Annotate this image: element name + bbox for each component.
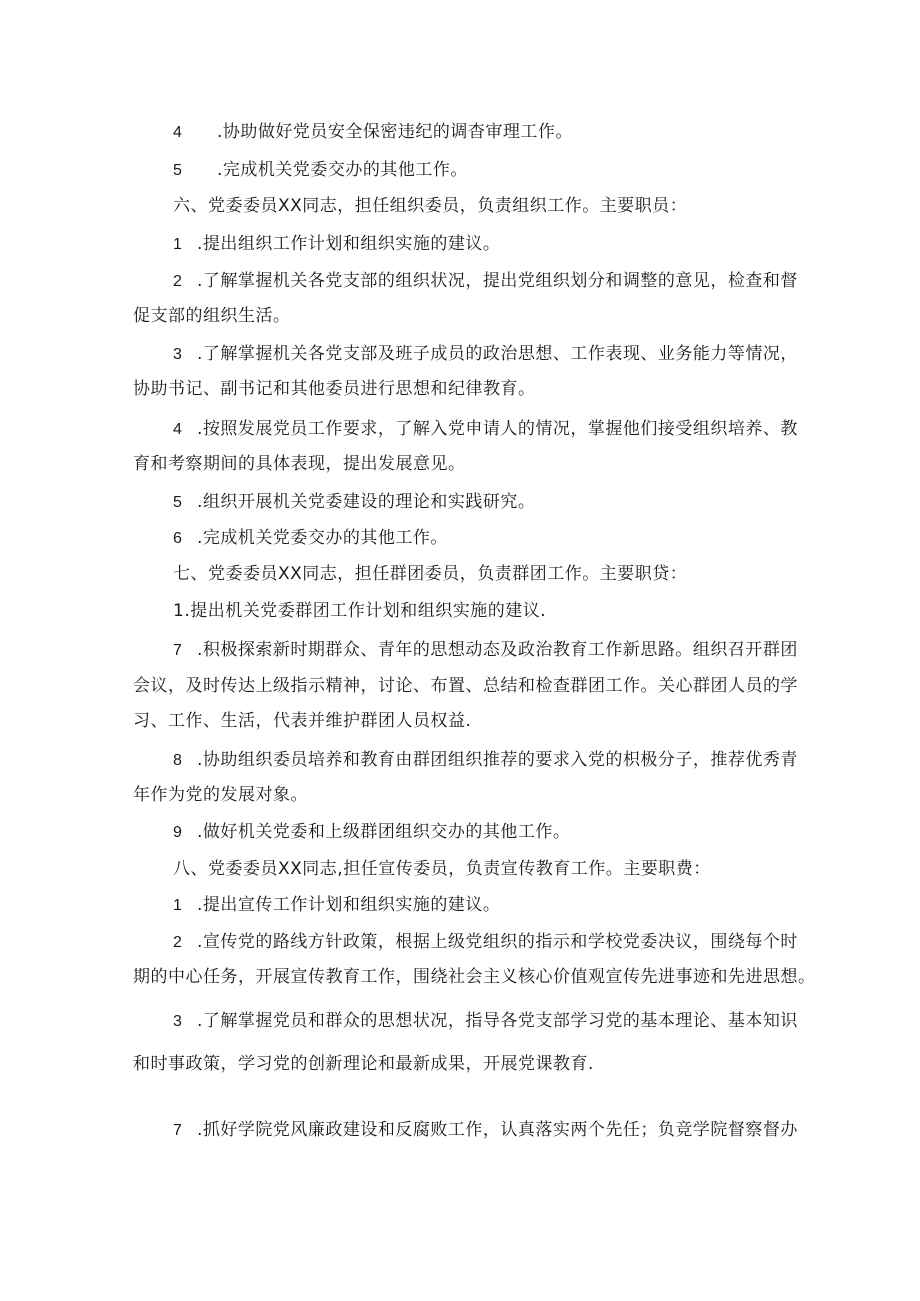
item-text: .提出宣传工作计划和组织实施的建议。 xyxy=(197,895,501,915)
list-item-continuation: 和时事政策，学习党的创新理论和最新成果，开展党课教育. xyxy=(133,1054,594,1074)
item-number: 7 xyxy=(173,642,183,659)
item-number: 7 xyxy=(173,1122,183,1139)
item-number: 1 xyxy=(173,236,183,253)
list-item xyxy=(173,633,798,668)
item-number: 5 xyxy=(173,494,183,511)
item-number: 3 xyxy=(173,346,183,363)
list-item-continuation: 期的中心任务，开展宣传教育工作，围绕社会主义核心价值观宣传先进事迹和先进思想。 xyxy=(133,967,816,987)
item-number: 4 xyxy=(173,421,183,438)
item-number: 3 xyxy=(173,1013,183,1030)
item-number: 4 xyxy=(173,124,183,141)
item-text: .积极探索新时期群众、青年的思想动态及政治教育工作新思路。组织召开群团 xyxy=(197,640,798,660)
item-text: .完成机关党委交办的其他工作。 xyxy=(217,160,468,180)
list-item xyxy=(173,1113,798,1148)
item-number: 2 xyxy=(173,934,183,951)
item-text: .抓好学院党风廉政建设和反腐败工作，认真落实两个先任；负竞学院督察督办 xyxy=(197,1120,798,1140)
list-item xyxy=(173,925,798,960)
list-item-continuation: 会议，及时传达上级指示精神，讨论、布置、总结和检查群团工作。关心群团人员的学 xyxy=(133,676,798,696)
item-text: .组织开展机关党委建设的理论和实践研究。 xyxy=(197,492,536,512)
list-item xyxy=(173,337,798,372)
list-item xyxy=(173,815,570,850)
item-text: .提出组织工作计划和组织实施的建议。 xyxy=(197,234,501,254)
list-item xyxy=(173,888,500,923)
item-number: 5 xyxy=(173,162,183,179)
list-item: 1.提出机关党委群团工作计划和组织实施的建议. xyxy=(173,601,547,621)
item-text: .了解掌握机关各党支部及班子成员的政治思想、工作表现、业务能力等情况， xyxy=(197,344,798,364)
item-number: 9 xyxy=(173,824,183,841)
item-text: .了解掌握机关各党支部的组织状况，提出党组织划分和调整的意见，检查和督 xyxy=(197,271,798,291)
list-item-continuation: 育和考察期间的具体表现，提出发展意见。 xyxy=(133,454,466,474)
list-item xyxy=(173,743,798,778)
list-item xyxy=(173,1004,798,1039)
list-item-continuation: 习、工作、生活，代表并维护群团人员权益. xyxy=(133,711,472,731)
list-item xyxy=(173,264,798,299)
section-heading: 八、党委委员XX同志,担任宣传委员，负责宣传教育工作。主要职费： xyxy=(173,859,711,879)
list-item-continuation: 年作为党的发展对象。 xyxy=(133,785,308,805)
list-item-continuation: 协助书记、副书记和其他委员进行思想和纪律教育。 xyxy=(133,379,536,399)
item-text: .协助做好党员安全保密违纪的调杳审理工作。 xyxy=(217,122,573,142)
item-text: .宣传党的路线方针政策，根据上级党组织的指示和学校党委决议，围绕每个时 xyxy=(197,932,798,952)
list-item xyxy=(173,521,448,556)
section-heading: 七、党委委员XX同志，担任群团委员，负责群团工作。主要职贷： xyxy=(173,564,688,584)
item-text: .协助组织委员培养和教育由群团组织推荐的要求入党的枳极分子，推荐优秀青 xyxy=(197,750,798,770)
item-number: 1 xyxy=(173,897,183,914)
section-heading: 六、党委委员XX同志，担任组织委员，负责组织工作。主要职员： xyxy=(173,196,688,216)
item-text: .完成机关党委交办的其他工作。 xyxy=(197,528,448,548)
item-number: 2 xyxy=(173,273,183,290)
item-text: .按照发展党员工作要求，了解入党申请人的情况，掌握他们接受组织培养、教 xyxy=(197,419,798,439)
list-item-continuation: 促支部的组织生活。 xyxy=(133,306,291,326)
list-item xyxy=(173,227,500,262)
item-number: 6 xyxy=(173,530,183,547)
list-item xyxy=(173,115,573,150)
list-item xyxy=(173,485,535,520)
item-text: .做好机关党委和上级群团组织交办的其他工作。 xyxy=(197,822,571,842)
list-item xyxy=(173,412,798,447)
list-item xyxy=(173,153,468,188)
item-number: 8 xyxy=(173,752,183,769)
item-text: .了解掌握党员和群众的思想状况，指导各党支部学习党的基本理论、基本知识 xyxy=(197,1011,798,1031)
